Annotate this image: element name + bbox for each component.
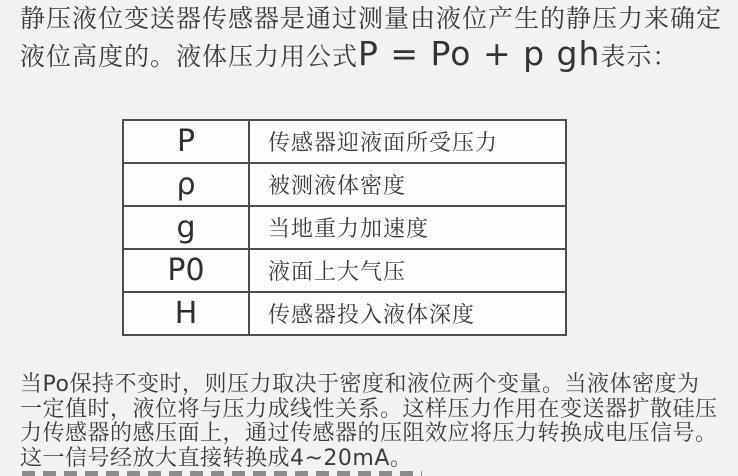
body-line: 一定值时，液位将与压力成线性关系。这样压力作用在变送器扩散硅压 [20,396,718,422]
intro-line-2 [20,34,720,75]
intro-line-1: 静压液位变送器传感器是通过测量由液位产生的静压力来确定 [20,4,723,33]
meaning-cell: 当地重力加速度 [249,206,566,249]
symbol-cell: ρ [123,163,249,206]
intro-line-2-suffix: 表示： [600,42,679,71]
clipped-text-artifact [22,471,422,476]
body-line: 力传感器的感压面上，通过传感器的压阻效应将压力转换成电压信号。 [20,421,718,447]
table-row [123,120,566,163]
body-paragraph [20,373,718,472]
symbol-cell: g [123,206,249,249]
meaning-cell: 液面上大气压 [249,249,566,292]
symbol-definition-table [122,119,567,336]
meaning-cell: 被测液体密度 [249,163,566,206]
table-row [123,292,566,335]
table-row [123,206,566,249]
symbol-cell: P0 [123,249,249,292]
intro-line-2-prefix: 液位高度的。液体压力用公式 [20,42,359,71]
body-line: 这一信号经放大直接转换成4~20mA。 [20,446,413,472]
body-line: 当Po保持不变时，则压力取决于密度和液位两个变量。当液体密度为 [20,372,700,397]
meaning-cell: 传感器迎液面所受压力 [249,120,566,163]
table-row [123,249,566,292]
pressure-formula: P = Po + p gh [358,34,601,73]
meaning-cell: 传感器投入液体深度 [249,292,566,335]
table-row [123,163,566,206]
intro-paragraph [20,0,723,75]
symbol-cell: H [123,292,249,335]
symbol-cell: P [123,120,249,163]
